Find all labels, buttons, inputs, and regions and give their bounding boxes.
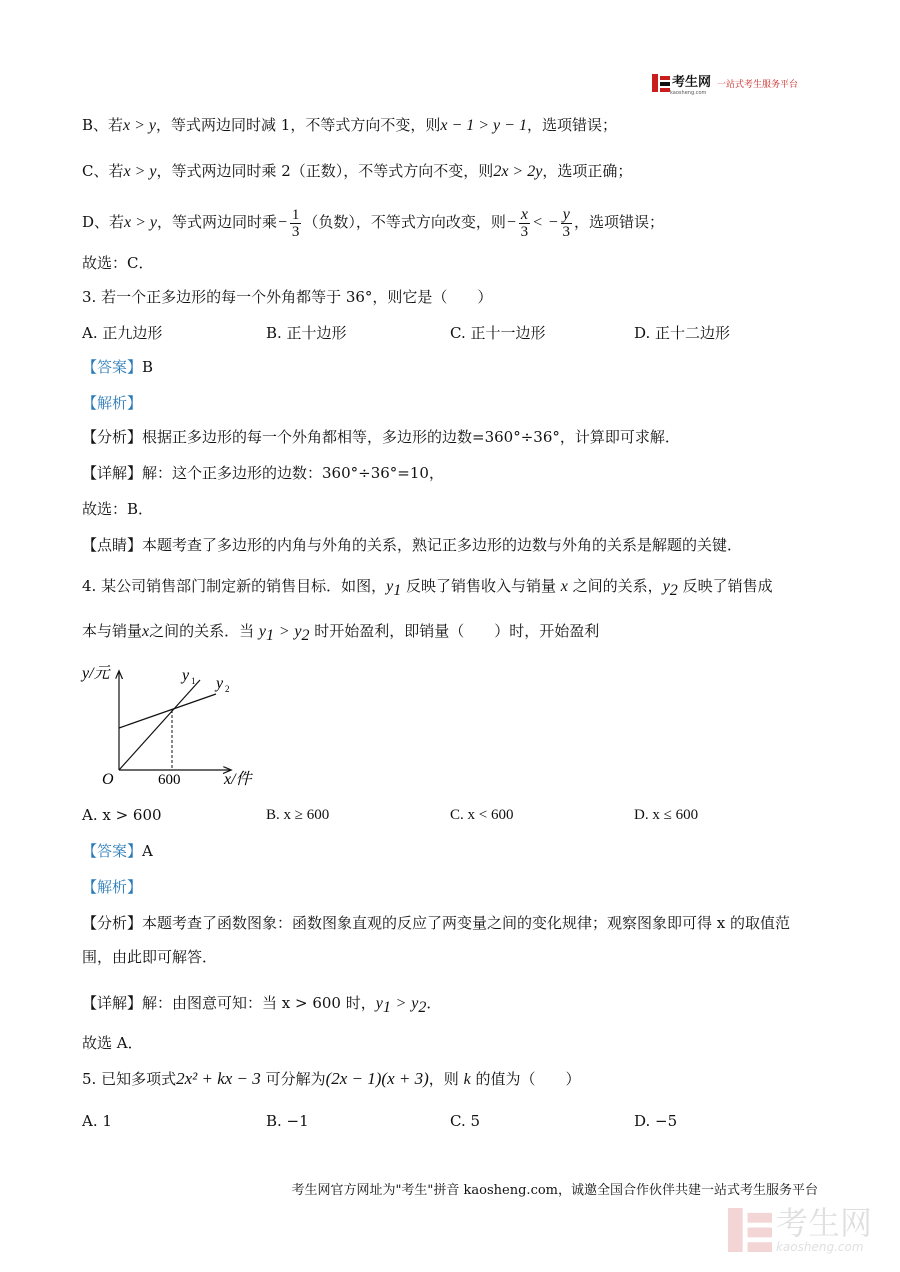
math-sub: 1 [266, 627, 275, 644]
tag: 【分析】 [82, 428, 143, 446]
brand-text [670, 71, 711, 96]
math: (2x − 1)(x + 3) [325, 1069, 429, 1088]
q4-detail [82, 992, 441, 1019]
line2-sub: 2 [225, 684, 230, 694]
y-axis-label: y/元 [82, 665, 110, 682]
q3-option-b: B. 正十边形 [266, 324, 347, 342]
math-sub: 2 [301, 627, 310, 644]
text: ，选项错误； [574, 213, 665, 231]
q4-option-b: B. x ≥ 600 [266, 807, 330, 823]
q5-option-a: A. 1 [82, 1112, 112, 1130]
denominator: 3 [562, 223, 571, 240]
numerator: x [519, 207, 531, 224]
math: < [532, 214, 543, 231]
fraction [519, 207, 531, 240]
q5-stem [82, 1068, 580, 1091]
watermark-logo-icon [728, 1208, 772, 1252]
math: 2x² + kx − 3 [176, 1069, 261, 1088]
tag: 【点睛】 [82, 536, 143, 554]
footer-text: 考生网官方网址为"考生"拼音 kaosheng.com，诚邀全国合作伙伴共建一站式考生服务平台 [291, 1183, 818, 1198]
text: C、若 [82, 162, 124, 180]
x-tick-600: 600 [158, 772, 181, 788]
text: 本题考查了多边形的内角与外角的关系，熟记正多边形的边数与外角的关系是解题的关键． [142, 536, 743, 554]
text: 可分解为 [265, 1070, 326, 1088]
q4-analysis-line2: 围，由此即可解答． [82, 948, 218, 966]
q5-option-c: C. 5 [450, 1112, 481, 1130]
math: x [142, 623, 150, 640]
text: 4. 某公司销售部门制定新的销售目标．如图， [82, 577, 387, 595]
brand-slogan: 一站式考生服务平台 [717, 79, 799, 90]
q4-option-a: A. x > 600 [82, 806, 162, 824]
text: ． [426, 994, 442, 1012]
math: > [395, 995, 407, 1012]
q4-answer [82, 840, 153, 862]
text: （负数），不等式方向改变，则 [303, 213, 506, 231]
q4-conclusion: 故选 A． [82, 1034, 143, 1052]
q5-option-d: D. −5 [634, 1112, 678, 1130]
text: 解：这个正多边形的边数：360°÷36°=10， [142, 464, 444, 482]
q3-jiexi-tag: 【解析】 [82, 394, 143, 412]
math: x [560, 578, 568, 595]
denominator: 3 [291, 223, 300, 240]
line-y2 [119, 694, 216, 728]
math: x > y [123, 117, 157, 134]
math: y [258, 623, 267, 640]
q3-stem: 3. 若一个正多边形的每一个外角都等于 36°，则它是（ ） [82, 288, 493, 306]
math-sub: 2 [418, 999, 427, 1016]
watermark [728, 1206, 872, 1254]
origin-label: O [102, 771, 114, 788]
answer-value: A [142, 842, 153, 860]
math: k [463, 1071, 471, 1088]
math: − [505, 214, 517, 231]
q2-option-d-analysis [82, 202, 664, 243]
header-logo[interactable] [652, 72, 798, 94]
text: 的值为（ ） [475, 1070, 581, 1088]
math: y [375, 995, 383, 1012]
math: − [277, 214, 288, 231]
text: D、若 [82, 213, 125, 231]
text: ，则 [428, 1070, 459, 1088]
q2-option-c-analysis [82, 160, 632, 183]
denominator: 3 [520, 223, 529, 240]
q3-option-d: D. 正十二边形 [634, 324, 731, 342]
q3-analysis [82, 426, 680, 448]
text: 5. 已知多项式 [82, 1070, 177, 1088]
math-sub: 2 [669, 582, 678, 599]
q3-option-c: C. 正十一边形 [450, 324, 546, 342]
text: ，等式两边同时减 1，不等式方向不变，则 [156, 116, 441, 134]
answer-tag: 【答案】 [82, 842, 143, 860]
math: x − 1 > y − 1 [440, 117, 527, 134]
q3-remark [82, 534, 742, 556]
q4-option-d: D. x ≤ 600 [634, 807, 699, 823]
q4-analysis-line1 [82, 912, 790, 934]
tag: 【详解】 [82, 994, 143, 1012]
math: y [294, 623, 302, 640]
tag: 【详解】 [82, 464, 143, 482]
brand-name: 考生网 [672, 74, 712, 90]
text: 反映了销售收入与销量 [405, 577, 556, 595]
math: y [411, 995, 419, 1012]
q2-option-b-analysis [82, 114, 617, 137]
text: 之间的关系， [572, 577, 663, 595]
brand-url: kaosheng.com [670, 89, 707, 96]
line2-label: y [216, 675, 224, 692]
text: 根据正多边形的每一个外角都相等，多边形的边数=360°÷36°，计算即可求解． [142, 428, 680, 446]
line1-sub: 1 [191, 676, 196, 686]
watermark-url: kaosheng.com [775, 1240, 864, 1254]
answer-value: B [142, 358, 154, 376]
line-y1 [119, 680, 200, 770]
text: 之间的关系．当 [149, 622, 255, 640]
math: x > y [123, 163, 157, 180]
text: ，选项错误； [526, 116, 617, 134]
q4-option-c: C. x < 600 [450, 807, 514, 823]
text: ，选项正确； [542, 162, 633, 180]
text: 解：由图意可知：当 x > 600 时， [142, 994, 376, 1012]
numerator: y [561, 207, 573, 224]
numerator: 1 [291, 206, 300, 223]
q3-detail [82, 462, 444, 484]
q3-conclusion: 故选：B． [82, 500, 154, 518]
x-axis-label: x/件 [224, 771, 252, 788]
q2-conclusion: 故选：C． [82, 254, 154, 272]
math: 2x > 2y [493, 163, 543, 180]
fraction [561, 207, 573, 240]
text: B、若 [82, 116, 124, 134]
answer-tag: 【答案】 [82, 358, 143, 376]
math-sub: 1 [393, 582, 402, 599]
fraction [290, 207, 302, 240]
tag: 【分析】 [82, 914, 143, 932]
watermark-name: 考生网 [775, 1204, 872, 1242]
text: 本题考查了函数图象：函数图象直观的反应了两变量之间的变化规律；观察图象即可得 x 的取值范 [142, 914, 791, 932]
text: 本与销量 [82, 622, 143, 640]
math-sub: 1 [382, 999, 391, 1016]
q3-option-a: A. 正九边形 [82, 324, 163, 342]
q3-answer [82, 356, 153, 378]
text: ，等式两边同时乘 [157, 213, 278, 231]
q4-graph [80, 660, 270, 790]
text: ，等式两边同时乘 2（正数），不等式方向不变，则 [156, 162, 494, 180]
q4-jiexi-tag: 【解析】 [82, 878, 143, 896]
q5-option-b: B. −1 [266, 1112, 309, 1130]
math: y [386, 578, 394, 595]
math: y [662, 578, 670, 595]
brand-logo-icon [652, 74, 670, 92]
text: 时开始盈利，即销量（ ）时，开始盈利 [314, 622, 600, 640]
math: x > y [124, 214, 158, 231]
math: − [547, 214, 559, 231]
q4-stem-line2 [82, 620, 599, 647]
text: 反映了销售成 [682, 577, 773, 595]
q4-stem-line1 [82, 575, 773, 602]
line1-label: y [182, 667, 190, 684]
math: > [278, 623, 290, 640]
